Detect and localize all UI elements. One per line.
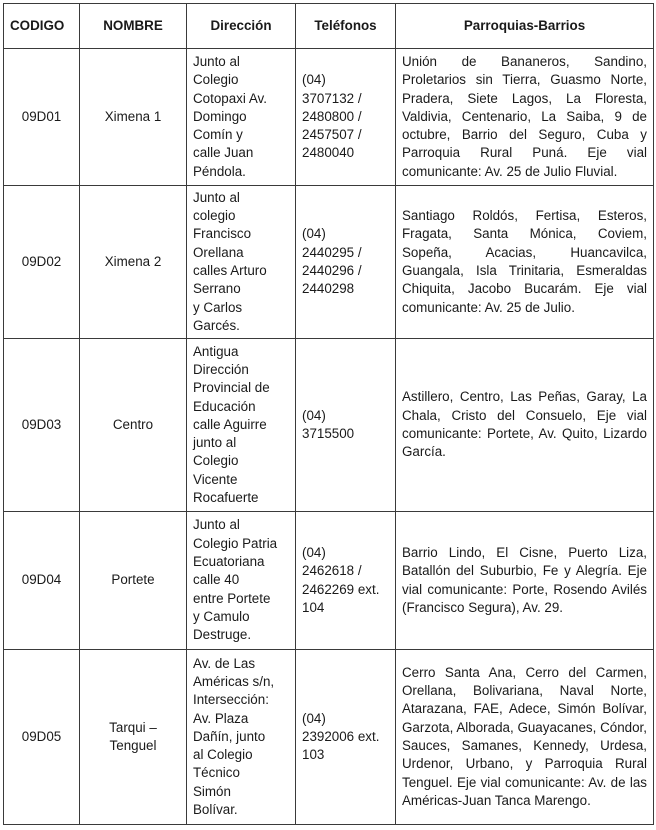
cell-parroquias: Barrio Lindo, El Cisne, Puerto Liza, Batallón del Suburbio, Fe y Alegría. Eje vial comunicante: Porte, Rosendo Avilés (Francisco Segura), Av. 29.	[396, 512, 654, 650]
direccion-text: Antigua Dirección Provincial de Educación calle Aguirre junto al Colegio Vicente Rocafuerte	[193, 343, 270, 506]
direccion-text: Av. de Las Américas s/n, Intersección: Av. Plaza Dañín, junto al Colegio Técnico Simón Bolívar.	[193, 655, 275, 818]
cell-telefonos	[296, 650, 396, 825]
cell-telefonos	[296, 339, 396, 512]
cell-nombre: Centro	[80, 339, 187, 512]
cell-codigo: 09D02	[4, 186, 80, 339]
cell-direccion	[187, 339, 296, 512]
cell-parroquias: Unión de Bananeros, Sandino, Proletarios sin Tierra, Guasmo Norte, Pradera, Siete Lagos, La Floresta, Valdivia, Centenario, La Saiba, 9 de octubre, Barrio del Seguro, Cuba y Parroquia Rural Puná. Eje vial comunicante: Av. 25 de Julio Fluvial.	[396, 49, 654, 186]
cell-telefonos	[296, 49, 396, 186]
cell-parroquias: Santiago Roldós, Fertisa, Esteros, Fragata, Santa Mónica, Coviem, Sopeña, Acacias, Huancavilca, Guangala, Isla Trinitaria, Esmeraldas Chiquita, Jacobo Bucarám. Eje vial comunicante: Av. 25 de Julio.	[396, 186, 654, 339]
cell-direccion	[187, 650, 296, 825]
table-header-row	[4, 4, 654, 49]
cell-nombre: Tarqui – Tenguel	[80, 650, 187, 825]
distritos-table	[3, 3, 654, 825]
table-row	[4, 186, 654, 339]
table-row	[4, 512, 654, 650]
direccion-text: Junto al Colegio Patria Ecuatoriana calle 40 entre Portete y Camulo Destruge.	[193, 517, 278, 643]
telefonos-text: (04) 2392006 ext. 103	[302, 710, 380, 763]
telefonos-text: (04) 3707132 / 2480800 / 2457507 / 2480040	[302, 72, 362, 161]
cell-direccion	[187, 49, 296, 186]
header-codigo: CODIGO	[4, 4, 80, 49]
cell-nombre: Ximena 1	[80, 49, 187, 186]
cell-codigo: 09D05	[4, 650, 80, 825]
cell-telefonos	[296, 512, 396, 650]
cell-codigo: 09D01	[4, 49, 80, 186]
cell-codigo: 09D04	[4, 512, 80, 650]
cell-direccion	[187, 186, 296, 339]
telefonos-text: (04) 3715500	[302, 407, 355, 441]
telefonos-text: (04) 2462618 / 2462269 ext. 104	[302, 544, 380, 615]
table-row	[4, 49, 654, 186]
header-nombre: NOMBRE	[80, 4, 187, 49]
direccion-text: Junto al colegio Francisco Orellana calles Arturo Serrano y Carlos Garcés.	[193, 189, 267, 333]
cell-telefonos	[296, 186, 396, 339]
header-telefonos: Teléfonos	[296, 4, 396, 49]
header-direccion: Dirección	[187, 4, 296, 49]
cell-parroquias: Cerro Santa Ana, Cerro del Carmen, Orellana, Bolivariana, Naval Norte, Atarazana, FAE, Adece, Simón Bolívar, Garzota, Alborada, Guayacanes, Cóndor, Sauces, Samanes, Kennedy, Urdesa, Urdenor, Urbano, y Parroquia Rural Tenguel. Eje vial comunicante: Av. de las Américas-Juan Tanca Marengo.	[396, 650, 654, 825]
table-row	[4, 339, 654, 512]
table-row	[4, 650, 654, 825]
cell-direccion	[187, 512, 296, 650]
cell-nombre: Portete	[80, 512, 187, 650]
cell-nombre: Ximena 2	[80, 186, 187, 339]
cell-codigo: 09D03	[4, 339, 80, 512]
telefonos-text: (04) 2440295 / 2440296 / 2440298	[302, 226, 362, 297]
direccion-text: Junto al Colegio Cotopaxi Av. Domingo Comín y calle Juan Péndola.	[193, 53, 267, 179]
header-parroquias: Parroquias-Barrios	[396, 4, 654, 49]
cell-parroquias: Astillero, Centro, Las Peñas, Garay, La Chala, Cristo del Consuelo, Eje vial comunicante: Portete, Av. Quito, Lizardo García.	[396, 339, 654, 512]
